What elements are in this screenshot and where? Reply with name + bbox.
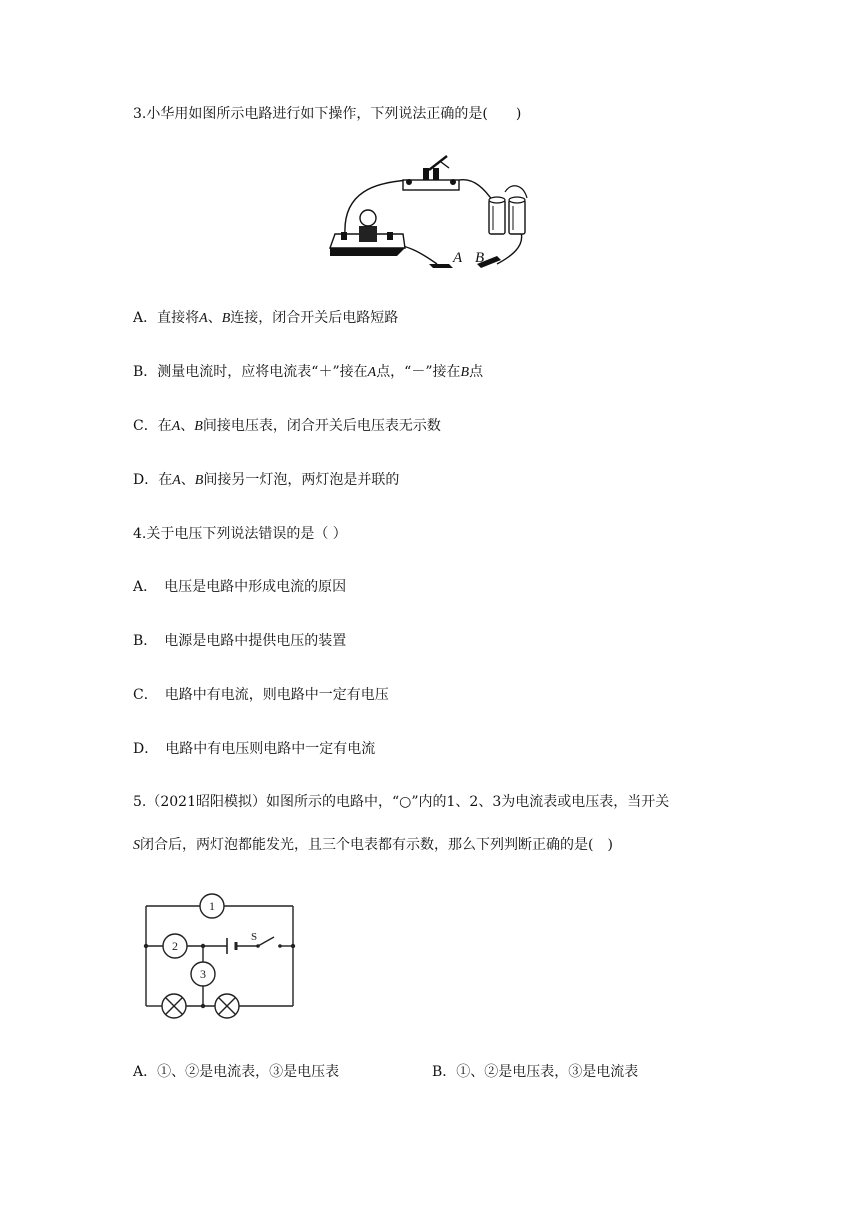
meter-3-label: 3 [200, 967, 206, 981]
clip-a-label: A [453, 250, 463, 266]
q3-option-a [133, 308, 398, 329]
q4-option-c: C． 电路中有电流，则电路中一定有电压 [133, 687, 389, 703]
option-text: 连接，闭合开关后电路短路 [230, 310, 399, 326]
q4-option-a: A． 电压是电路中形成电流的原因 [133, 579, 347, 595]
q5-option-b: B．①、②是电压表，③是电流表 [432, 1064, 639, 1080]
option-letter: C． [133, 418, 158, 434]
q3-option-b [133, 362, 483, 383]
option-text: 点 [469, 364, 484, 380]
option-text: 间接电压表，闭合开关后电压表无示数 [202, 418, 441, 434]
switch-label: S [251, 931, 258, 943]
option-letter: D． [133, 472, 159, 488]
q4-option-d: D． 电路中有电压则电路中一定有电流 [133, 741, 376, 757]
option-text: 、 [180, 418, 195, 434]
option-text: 间接另一灯泡，两灯泡是并联的 [203, 472, 400, 488]
point-a: A [199, 311, 208, 326]
point-b: B [221, 311, 231, 326]
switch-lever [429, 156, 447, 170]
switch-icon [258, 937, 274, 946]
option-text: 直接将 [157, 310, 200, 326]
meter-2-icon [163, 934, 187, 958]
option-text: 测量电流时，应将电流表“＋”接在 [157, 364, 368, 380]
point-b: B [460, 365, 470, 380]
clip-b-label: B [475, 250, 485, 266]
clip-a-icon [429, 264, 453, 268]
point-a: A [172, 473, 181, 488]
q5-stem-rest: 闭合后，两灯泡都能发光，且三个电表都有示数，那么下列判断正确的是( ) [140, 837, 613, 853]
option-text: 、 [207, 310, 222, 326]
battery-icon [489, 197, 525, 234]
q5-circuit-figure [140, 892, 310, 1022]
option-text: 、 [180, 472, 195, 488]
option-text: 在 [158, 472, 173, 488]
bulb-icon [360, 210, 376, 226]
q3-stem: 3.小华用如图所示电路进行如下操作，下列说法正确的是( ) [133, 106, 522, 122]
q4-stem: 4.关于电压下列说法错误的是（ ） [133, 526, 347, 542]
q4-option-b: B． 电源是电路中提供电压的装置 [133, 633, 347, 649]
option-letter: B． [133, 364, 158, 380]
meter-2-label: 2 [172, 939, 178, 953]
meter-1-label: 1 [209, 899, 215, 913]
option-text: 点，“－”接在 [376, 364, 461, 380]
meter-1-icon [200, 894, 224, 918]
q3-option-d [133, 470, 399, 491]
option-text: 在 [157, 418, 172, 434]
q5-option-a: A．①、②是电流表，③是电压表 [133, 1064, 340, 1080]
q5-option-row [133, 1062, 733, 1082]
option-letter: A． [133, 310, 158, 326]
lamp-2-icon [215, 994, 239, 1018]
q5-stem-line1: 5.（2021昭阳模拟）如图所示的电路中，“○”内的1、2、3为电流表或电压表，当开关 [133, 794, 670, 810]
lamp-1-icon [162, 994, 186, 1018]
point-a: A [171, 419, 181, 434]
point-b: B [194, 419, 203, 434]
meter-3-icon [191, 962, 215, 986]
q3-option-c [133, 416, 441, 437]
bulb-socket [359, 226, 377, 242]
switch-var: S [133, 838, 140, 853]
q3-circuit-figure [325, 152, 565, 272]
point-b: B [194, 473, 204, 488]
q5-stem-line2 [133, 835, 613, 856]
point-a: A [367, 365, 377, 380]
